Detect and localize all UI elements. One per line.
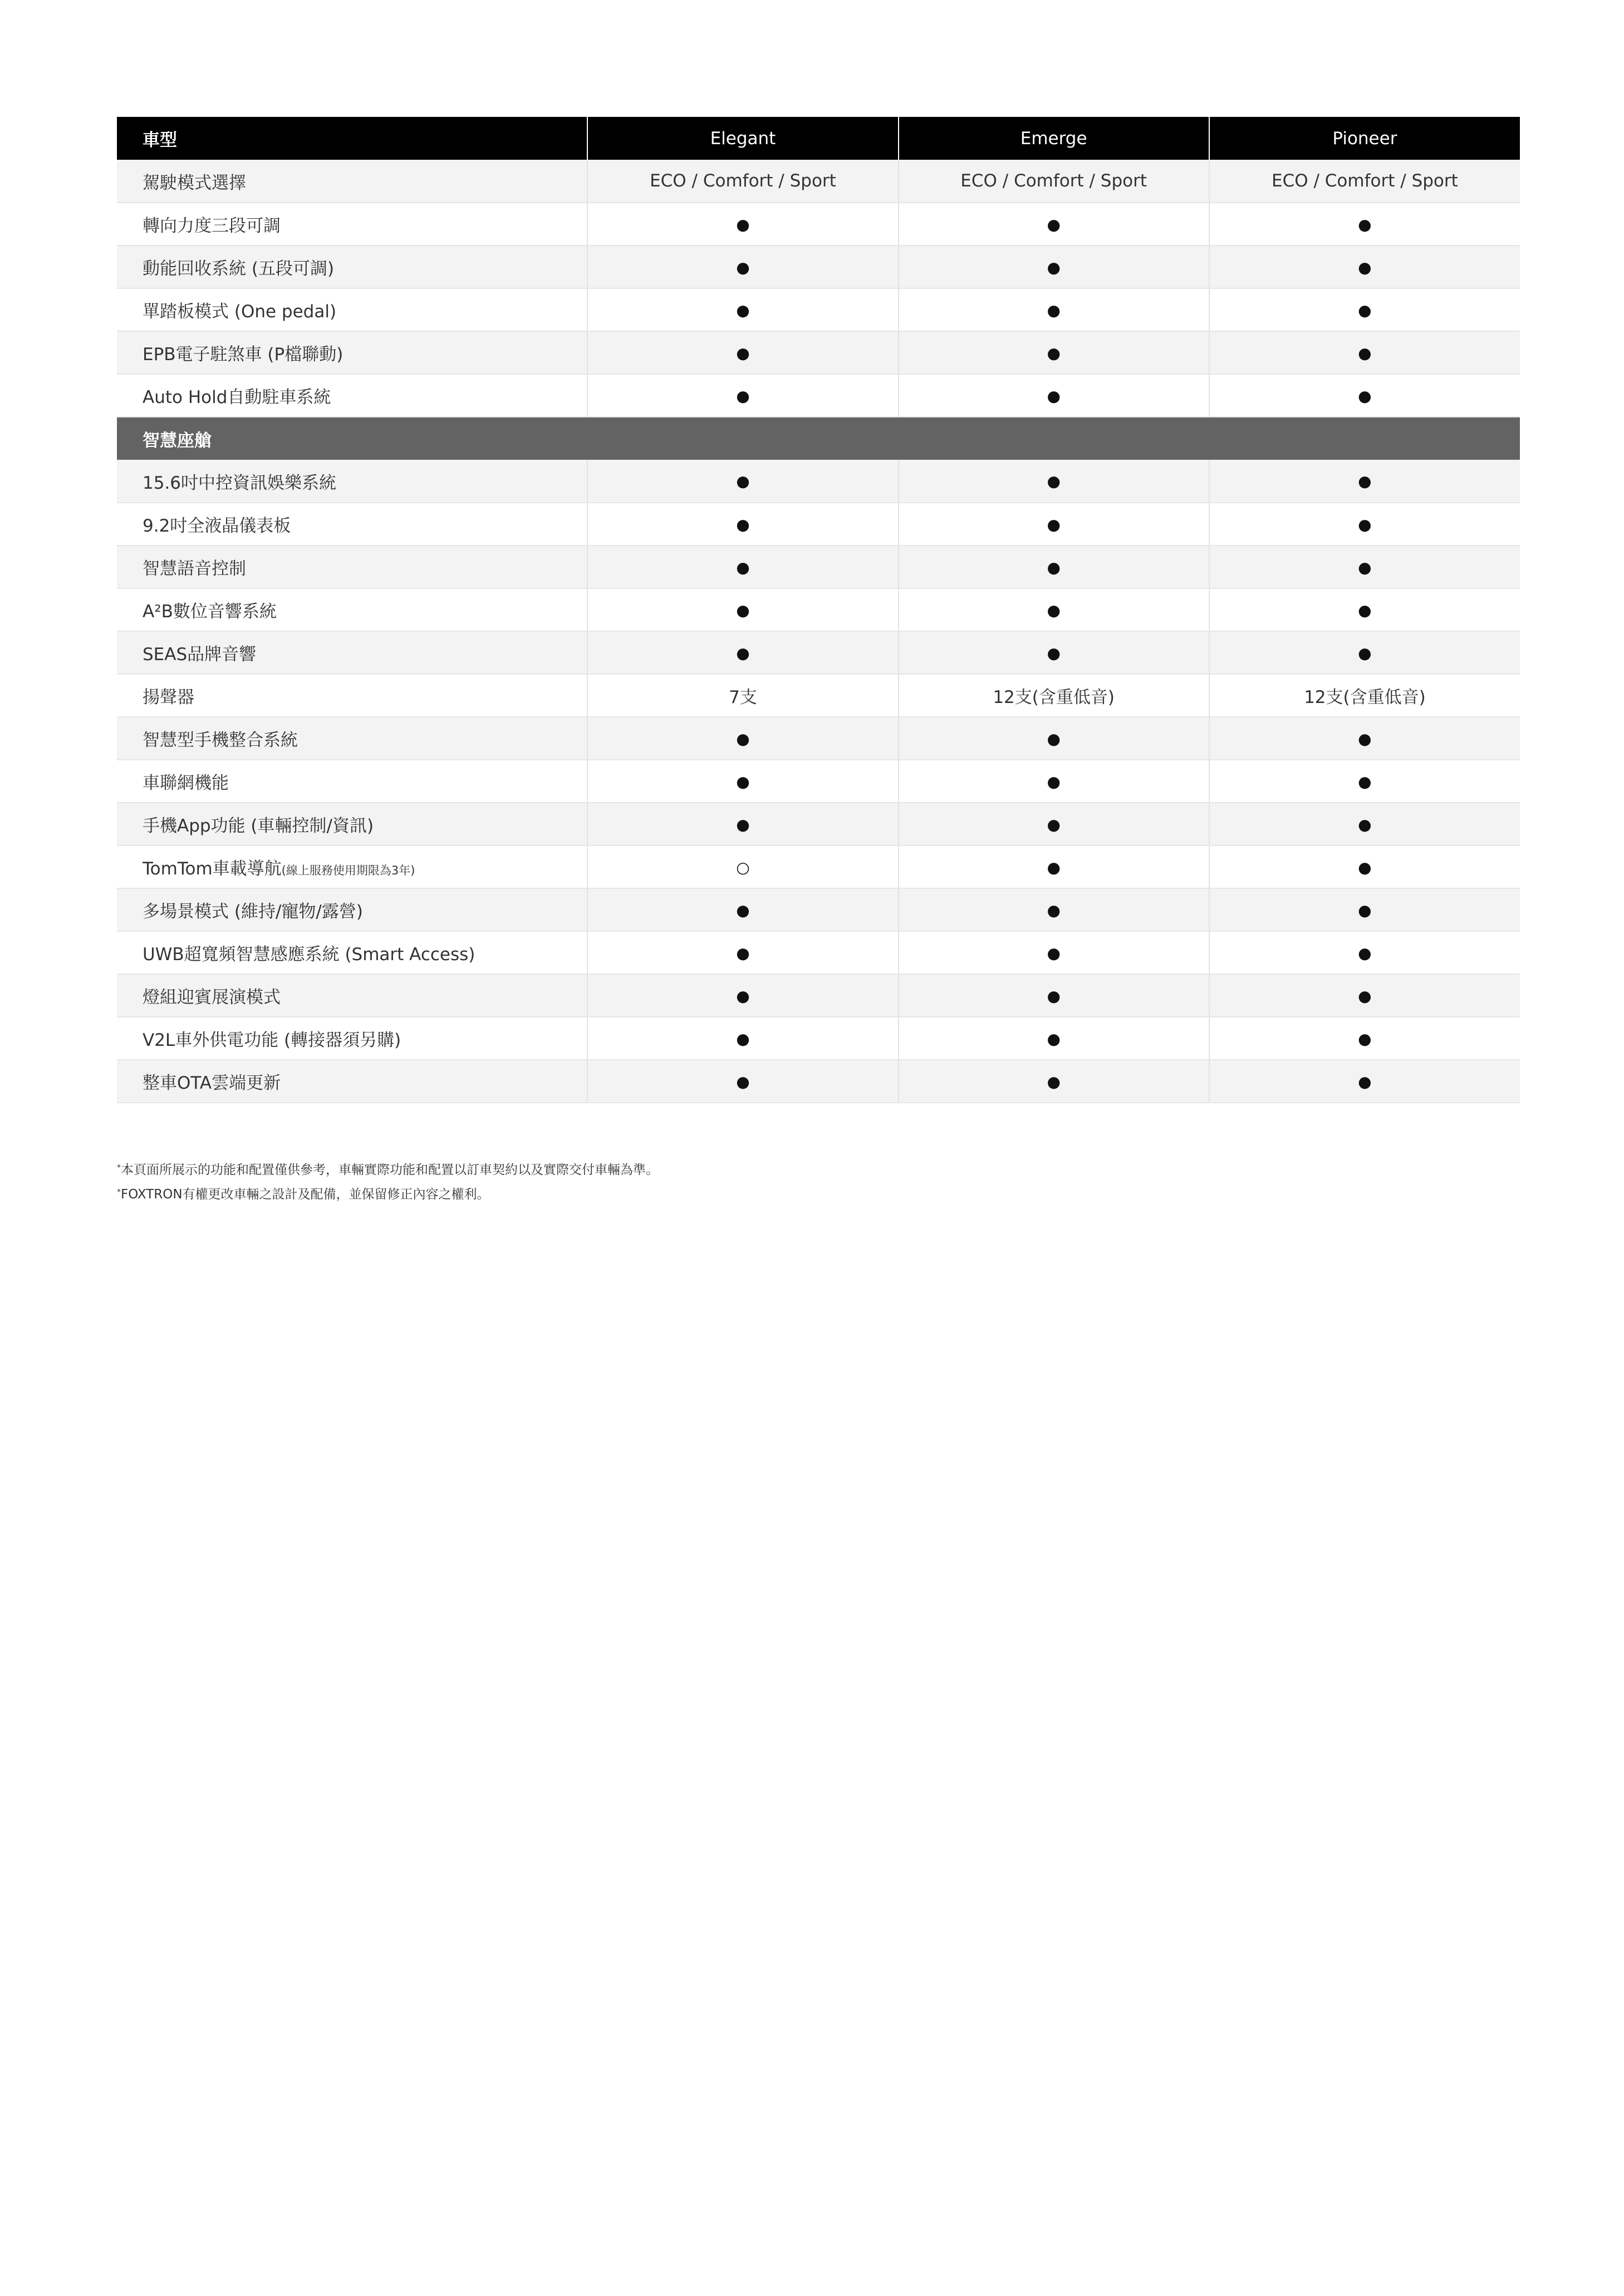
value-cell-pioneer [1209,803,1520,845]
feature-label [117,203,587,245]
standard-equipment-dot-icon: ● [736,472,750,490]
value-cell-emerge [899,503,1209,545]
value-cell-emerge [899,631,1209,674]
feature-label [117,245,587,288]
table-header-row [117,117,1520,160]
value-cell-emerge [899,160,1209,203]
feature-label [117,1060,587,1103]
feature-label-text: 動能回收系統 (五段可調) [143,259,335,279]
value-cell-emerge [899,760,1209,803]
header-model-label: 車型 [117,117,587,160]
value-cell-emerge [899,803,1209,845]
value-cell-pioneer [1209,160,1520,203]
standard-equipment-dot-icon: ● [1358,386,1372,405]
value-cell-pioneer [1209,203,1520,245]
standard-equipment-dot-icon: ● [1047,643,1061,662]
value-cell-elegant [587,160,898,203]
table-row [117,1017,1520,1060]
value-cell-emerge [899,374,1209,417]
feature-label-text: A²B數位音響系統 [143,602,277,622]
feature-label-text: 車聯網機能 [143,773,229,793]
feature-label [117,631,587,674]
value-cell-pioneer [1209,717,1520,760]
standard-equipment-dot-icon: ● [736,386,750,405]
value-text: ECO / Comfort / Sport [960,171,1147,191]
standard-equipment-dot-icon: ● [1047,601,1061,620]
value-cell-elegant [587,717,898,760]
section-title: 智慧座艙 [117,417,1520,460]
table-row [117,803,1520,845]
value-cell-emerge [899,845,1209,888]
value-cell-elegant [587,331,898,374]
table-row [117,374,1520,417]
feature-label-text: 揚聲器 [143,687,194,707]
standard-equipment-dot-icon: ● [1358,943,1372,962]
footnote-2 [117,1181,659,1206]
value-cell-emerge [899,931,1209,974]
standard-equipment-dot-icon: ● [736,258,750,277]
footnote-marker: * [117,1188,121,1197]
standard-equipment-dot-icon: ● [1047,901,1061,920]
feature-label-text: 手機App功能 (車輛控制/資訊) [143,816,374,836]
standard-equipment-dot-icon: ● [1358,215,1372,234]
standard-equipment-dot-icon: ● [1358,258,1372,277]
standard-equipment-dot-icon: ● [1358,643,1372,662]
table-row [117,845,1520,888]
feature-label [117,717,587,760]
feature-label-text: 15.6吋中控資訊娛樂系統 [143,473,337,493]
feature-label-text: 轉向力度三段可調 [143,216,281,236]
standard-equipment-dot-icon: ● [1047,1072,1061,1091]
value-cell-emerge [899,974,1209,1017]
feature-label-text: EPB電子駐煞車 (P檔聯動) [143,345,344,365]
standard-equipment-dot-icon: ● [1358,601,1372,620]
standard-equipment-dot-icon: ● [1047,472,1061,490]
standard-equipment-dot-icon: ● [1358,815,1372,834]
header-model-emerge: Emerge [899,117,1209,160]
feature-label-text: 單踏板模式 (One pedal) [143,302,337,322]
feature-label [117,845,587,888]
value-cell-elegant [587,503,898,545]
table-row [117,331,1520,374]
table-row [117,631,1520,674]
value-cell-emerge [899,203,1209,245]
value-cell-elegant [587,245,898,288]
feature-label [117,460,587,503]
standard-equipment-dot-icon: ● [736,729,750,748]
value-cell-emerge [899,460,1209,503]
footnote-marker: * [117,1163,121,1172]
value-cell-pioneer [1209,288,1520,331]
standard-equipment-dot-icon: ● [1358,772,1372,791]
value-cell-emerge [899,245,1209,288]
value-cell-elegant [587,974,898,1017]
standard-equipment-dot-icon: ● [1047,515,1061,534]
value-cell-emerge [899,588,1209,631]
value-cell-emerge [899,888,1209,931]
value-cell-elegant [587,1017,898,1060]
standard-equipment-dot-icon: ● [736,815,750,834]
footnote-text: 本頁面所展示的功能和配置僅供參考，車輛實際功能和配置以訂車契約以及實際交付車輛為準。 [121,1163,659,1177]
value-cell-elegant [587,588,898,631]
value-cell-elegant [587,931,898,974]
feature-label-text: Auto Hold自動駐車系統 [143,387,331,407]
standard-equipment-dot-icon: ● [1358,858,1372,877]
footnote-text: FOXTRON有權更改車輛之設計及配備，並保留修正內容之權利。 [121,1187,490,1202]
value-cell-emerge [899,1017,1209,1060]
value-text: 12支(含重低音) [993,687,1115,707]
value-cell-emerge [899,1060,1209,1103]
feature-label [117,1017,587,1060]
standard-equipment-dot-icon: ● [1358,986,1372,1005]
feature-label-text: V2L車外供電功能 (轉接器須另購) [143,1030,401,1050]
feature-label [117,503,587,545]
section-header-row [117,417,1520,460]
value-cell-pioneer [1209,374,1520,417]
value-cell-elegant [587,374,898,417]
optional-equipment-circle-icon: ○ [736,858,750,877]
value-cell-pioneer [1209,545,1520,588]
standard-equipment-dot-icon: ● [736,772,750,791]
table-row [117,717,1520,760]
header-model-pioneer: Pioneer [1209,117,1520,160]
value-cell-elegant [587,1060,898,1103]
standard-equipment-dot-icon: ● [736,601,750,620]
feature-label-text: 駕駛模式選擇 [143,173,246,193]
value-cell-pioneer [1209,460,1520,503]
table-row [117,460,1520,503]
table-row [117,503,1520,545]
standard-equipment-dot-icon: ● [736,343,750,362]
value-cell-elegant [587,631,898,674]
standard-equipment-dot-icon: ● [1358,1029,1372,1048]
header-model-elegant: Elegant [587,117,898,160]
spec-table [117,117,1520,1103]
table-row [117,1060,1520,1103]
table-row [117,760,1520,803]
standard-equipment-dot-icon: ● [736,901,750,920]
value-cell-elegant [587,203,898,245]
standard-equipment-dot-icon: ● [736,643,750,662]
table-row [117,203,1520,245]
standard-equipment-dot-icon: ● [736,943,750,962]
value-cell-elegant [587,803,898,845]
standard-equipment-dot-icon: ● [1047,729,1061,748]
feature-label [117,803,587,845]
standard-equipment-dot-icon: ● [1358,729,1372,748]
value-cell-pioneer [1209,931,1520,974]
table-row [117,545,1520,588]
standard-equipment-dot-icon: ● [736,1072,750,1091]
standard-equipment-dot-icon: ● [1047,258,1061,277]
standard-equipment-dot-icon: ● [1358,301,1372,319]
value-cell-pioneer [1209,974,1520,1017]
value-cell-elegant [587,845,898,888]
standard-equipment-dot-icon: ● [1358,1072,1372,1091]
value-text: ECO / Comfort / Sport [1272,171,1458,191]
value-cell-elegant [587,674,898,717]
standard-equipment-dot-icon: ● [1358,472,1372,490]
standard-equipment-dot-icon: ● [1358,515,1372,534]
footnote-1 [117,1157,659,1181]
value-cell-pioneer [1209,845,1520,888]
feature-label [117,931,587,974]
standard-equipment-dot-icon: ● [1047,301,1061,319]
table-row [117,888,1520,931]
value-cell-pioneer [1209,888,1520,931]
feature-label [117,288,587,331]
standard-equipment-dot-icon: ● [1047,772,1061,791]
standard-equipment-dot-icon: ● [1047,215,1061,234]
feature-label [117,160,587,203]
value-cell-elegant [587,288,898,331]
value-cell-elegant [587,545,898,588]
standard-equipment-dot-icon: ● [736,515,750,534]
feature-label [117,331,587,374]
feature-label [117,545,587,588]
value-text: 7支 [729,687,757,707]
standard-equipment-dot-icon: ● [736,215,750,234]
value-cell-emerge [899,545,1209,588]
feature-label-note: (線上服務使用期限為3年) [281,864,415,877]
value-cell-elegant [587,460,898,503]
standard-equipment-dot-icon: ● [1047,986,1061,1005]
feature-label-text: 9.2吋全液晶儀表板 [143,516,291,536]
standard-equipment-dot-icon: ● [1047,343,1061,362]
feature-label-text: 多場景模式 (維持/寵物/露營) [143,902,363,922]
value-cell-pioneer [1209,331,1520,374]
feature-label-text: 整車OTA雲端更新 [143,1073,281,1093]
feature-label [117,588,587,631]
value-cell-pioneer [1209,674,1520,717]
table-row [117,160,1520,203]
value-cell-pioneer [1209,631,1520,674]
value-cell-emerge [899,331,1209,374]
standard-equipment-dot-icon: ● [1047,1029,1061,1048]
feature-label-text: UWB超寬頻智慧感應系統 (Smart Access) [143,945,475,965]
standard-equipment-dot-icon: ● [1047,815,1061,834]
standard-equipment-dot-icon: ● [736,558,750,577]
standard-equipment-dot-icon: ● [736,1029,750,1048]
value-cell-pioneer [1209,1017,1520,1060]
feature-label-text: 燈組迎賓展演模式 [143,987,281,1007]
feature-label-text: SEAS品牌音響 [143,645,257,665]
standard-equipment-dot-icon: ● [1047,558,1061,577]
value-cell-pioneer [1209,760,1520,803]
feature-label-text: 智慧語音控制 [143,559,246,579]
table-row [117,288,1520,331]
standard-equipment-dot-icon: ● [1358,558,1372,577]
feature-label [117,888,587,931]
value-cell-pioneer [1209,503,1520,545]
standard-equipment-dot-icon: ● [1047,386,1061,405]
standard-equipment-dot-icon: ● [1358,343,1372,362]
value-cell-pioneer [1209,588,1520,631]
value-cell-elegant [587,760,898,803]
feature-label-text: TomTom車載導航 [143,859,282,879]
value-cell-emerge [899,717,1209,760]
table-row [117,588,1520,631]
standard-equipment-dot-icon: ● [736,986,750,1005]
value-text: 12支(含重低音) [1304,687,1426,707]
feature-label [117,374,587,417]
feature-label-text: 智慧型手機整合系統 [143,730,298,750]
value-cell-emerge [899,674,1209,717]
value-text: ECO / Comfort / Sport [650,171,836,191]
table-row [117,245,1520,288]
value-cell-emerge [899,288,1209,331]
value-cell-elegant [587,888,898,931]
feature-label [117,974,587,1017]
standard-equipment-dot-icon: ● [1358,901,1372,920]
standard-equipment-dot-icon: ● [1047,943,1061,962]
value-cell-pioneer [1209,1060,1520,1103]
standard-equipment-dot-icon: ● [736,301,750,319]
feature-label [117,674,587,717]
standard-equipment-dot-icon: ● [1047,858,1061,877]
feature-label [117,760,587,803]
table-row [117,931,1520,974]
footnotes [117,1157,659,1206]
table-row [117,674,1520,717]
value-cell-pioneer [1209,245,1520,288]
table-row [117,974,1520,1017]
